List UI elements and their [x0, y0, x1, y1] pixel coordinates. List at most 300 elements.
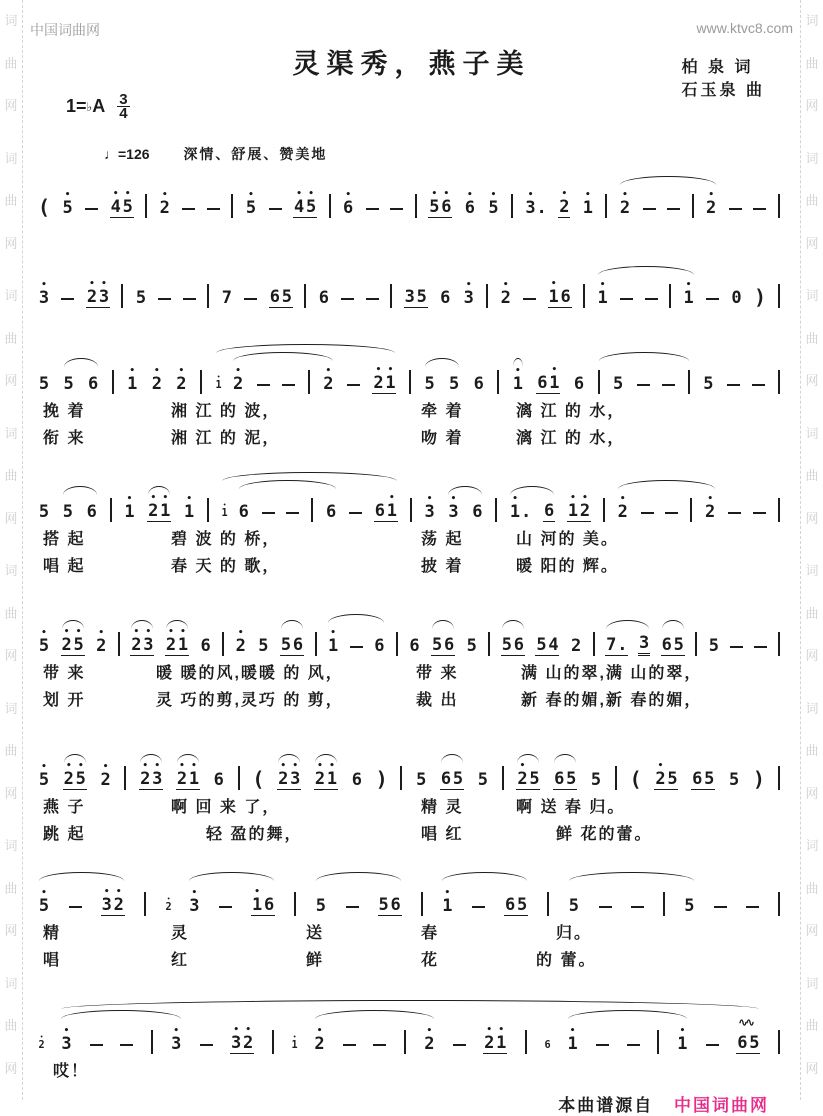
note [315, 890, 327, 916]
note-digit: 5 [424, 374, 435, 394]
note [683, 282, 695, 308]
note-digit: 6 [440, 769, 452, 789]
octave-dot: • [443, 189, 450, 199]
note [100, 764, 112, 790]
note-digit: 3 [463, 288, 474, 308]
watermark-char: 词 [4, 975, 18, 991]
note-digit: 5 [305, 197, 317, 217]
barline [404, 1030, 406, 1054]
note [683, 890, 695, 916]
barline [502, 766, 504, 790]
barline [495, 498, 497, 522]
page-header [30, 0, 793, 40]
music-system [38, 748, 780, 844]
note [471, 496, 483, 522]
note-digit: 2 [140, 769, 151, 789]
note-digit: 6 [88, 374, 99, 394]
watermark-char: 网 [4, 235, 18, 251]
watermark-char: 曲 [4, 193, 18, 209]
watermark-char: 词 [4, 13, 18, 29]
barline [615, 766, 617, 790]
barline [121, 284, 123, 308]
note [176, 763, 200, 790]
note-digit: 5 [749, 1033, 760, 1053]
note [372, 367, 396, 394]
lyric-word: 红 [171, 952, 190, 969]
note-digit: 1 [184, 502, 195, 522]
octave-dot: • [216, 374, 220, 381]
octave-dot: • [186, 494, 192, 504]
note-digit: 1 [597, 288, 608, 308]
parenthesis: ) [752, 767, 765, 791]
duration-dash [645, 298, 658, 300]
note-digit: 6 [238, 502, 249, 522]
note-digit: 2 [570, 636, 582, 656]
slur-arc [315, 754, 337, 763]
barline [486, 284, 488, 308]
octave-dot: • [116, 887, 122, 897]
note [536, 367, 560, 394]
note [151, 368, 163, 394]
duration-dash [349, 512, 362, 514]
barline [390, 284, 392, 308]
duration-dash [729, 208, 742, 210]
octave-dot: • [679, 1026, 686, 1036]
duration-dash [69, 906, 82, 908]
barline [778, 632, 780, 656]
notation-row [38, 1012, 780, 1054]
watermark-char: 词 [4, 700, 18, 716]
watermark-char: 曲 [4, 880, 18, 896]
lyric-word: 精 [43, 925, 62, 942]
octave-dot: • [150, 493, 156, 503]
watermark-char: 词 [805, 288, 819, 304]
octave-dot: • [375, 365, 382, 375]
note-digit: 2 [38, 1039, 45, 1051]
note [235, 630, 247, 656]
note-digit: 2 [705, 502, 716, 522]
octave-dot: • [561, 189, 568, 199]
note [676, 1028, 688, 1054]
octave-dot: • [519, 761, 526, 771]
note-digit: 6 [374, 501, 386, 521]
octave-dot: • [101, 279, 107, 289]
slur-arc [315, 1010, 434, 1019]
barline [409, 370, 411, 394]
lyric-word: 花 [421, 952, 440, 969]
slur-arc [606, 620, 649, 629]
note-digit: 6 [560, 287, 571, 307]
note-digit: 2 [619, 198, 631, 218]
octave-dot: • [426, 1026, 433, 1036]
note-digit: 2 [96, 636, 107, 656]
lyric-word: 披 着 [421, 558, 464, 575]
notation-row [38, 176, 780, 218]
note-digit: 1 [549, 373, 560, 393]
note [351, 764, 363, 790]
slur-arc [554, 754, 576, 763]
note-digit: 5 [135, 288, 147, 308]
note-digit: 5 [529, 769, 540, 789]
duration-dash [343, 1044, 356, 1046]
slur-arc [222, 472, 397, 481]
watermark-char: 曲 [4, 468, 18, 484]
slur-arc [64, 358, 98, 367]
barline [497, 370, 499, 394]
note [251, 889, 275, 916]
octave-dot: • [179, 761, 185, 771]
note-digit: 2 [159, 198, 170, 218]
note-digit: 5 [281, 287, 292, 307]
watermark-char: 词 [4, 838, 18, 854]
note [704, 496, 716, 522]
octave-dot: • [280, 761, 286, 771]
note-digit: 3 [152, 769, 163, 789]
trill-icon: ∿∿ [738, 1016, 753, 1029]
note [404, 281, 428, 308]
note-digit: 6 [292, 635, 304, 655]
watermark-char: 曲 [805, 468, 819, 484]
barline [238, 766, 240, 790]
barline [124, 766, 126, 790]
watermark-char: 曲 [4, 605, 18, 621]
barline [583, 284, 585, 308]
duration-dash [596, 1044, 609, 1046]
note [325, 496, 337, 522]
footer-brand: 中国词曲网 [674, 1096, 769, 1115]
octave-dot: • [41, 628, 47, 638]
slur-arc [61, 1010, 181, 1019]
quarter-note-icon: ♩ [104, 146, 118, 162]
watermark-char: 词 [805, 13, 819, 29]
watermark-char: 网 [805, 1060, 819, 1076]
note-digit: 4 [293, 197, 305, 217]
note-digit: 6 [343, 198, 354, 218]
note-digit: 3 [231, 1033, 242, 1053]
octave-dot: • [444, 888, 451, 898]
duration-dash [366, 298, 379, 300]
slur-arc [448, 486, 482, 495]
octave-dot: • [551, 365, 558, 375]
note-digit: 5 [612, 374, 624, 394]
octave-dot: • [325, 366, 332, 376]
lyric-word: 灵 [171, 925, 190, 942]
octave-dot: • [89, 279, 95, 289]
lyric-word: 归。 [556, 925, 593, 942]
note-digit: 1 [683, 288, 694, 308]
octave-dot: • [512, 494, 518, 504]
octave-dot: • [585, 190, 591, 200]
octave-dot: • [142, 761, 148, 771]
octave-dot: • [104, 887, 110, 897]
octave-dot: • [124, 189, 131, 199]
grace-note [291, 1035, 298, 1051]
note-digit: 5 [684, 896, 695, 916]
barline [603, 498, 605, 522]
note [424, 496, 436, 522]
octave-dot: • [191, 888, 198, 898]
barline [144, 892, 146, 916]
watermark-char: 网 [805, 235, 819, 251]
note [139, 763, 163, 790]
note-digit: 6 [440, 288, 451, 308]
note [245, 192, 257, 218]
note [500, 282, 512, 308]
note-digit: 2 [232, 374, 244, 394]
note-digit: 2 [63, 769, 74, 789]
barline [400, 766, 402, 790]
note [342, 192, 354, 218]
note-digit: 6 [513, 635, 524, 655]
site-url: www.ktvc8.com [696, 20, 793, 36]
note-digit: 6 [537, 373, 548, 393]
note [86, 281, 110, 308]
duration-dash [620, 298, 633, 300]
octave-dot: • [63, 1026, 70, 1036]
lyric-word: 啊 送 春 归。 [516, 799, 626, 816]
note [95, 630, 107, 656]
octave-dot: • [550, 279, 557, 289]
octave-dot: • [620, 494, 626, 504]
lyric-word: 漓 江 的 水， [516, 403, 626, 420]
lyric-word: 山 河的 美。 [516, 531, 619, 548]
music-system [38, 874, 780, 970]
barline [110, 498, 112, 522]
note-digit: 3 [290, 769, 301, 789]
watermark-char: 词 [805, 150, 819, 166]
octave-dot: • [387, 365, 394, 375]
slur-arc [177, 754, 199, 763]
watermark-char: 曲 [805, 1018, 819, 1034]
note-digit: 3 [38, 288, 50, 308]
octave-dot: • [238, 628, 244, 638]
note [617, 496, 629, 522]
note-digit: 2 [323, 374, 334, 394]
note-digit: 5 [416, 287, 427, 307]
duration-dash [472, 906, 485, 908]
note-digit: 5 [38, 896, 50, 916]
note-digit: 5 [38, 502, 50, 522]
notation-row [38, 266, 780, 308]
note-digit: 2 [706, 198, 717, 218]
slur-arc [328, 614, 384, 623]
note [516, 763, 540, 790]
note-digit: . [536, 198, 547, 218]
note-digit: 6 [390, 895, 401, 915]
lyric-word: 满 山的翠,满 山的翠， [521, 665, 703, 682]
note [441, 890, 453, 916]
grace-note [165, 897, 172, 913]
tempo-marking [104, 144, 793, 164]
lyric-word: 碧 波 的 桥， [171, 531, 281, 548]
note-digit: 5 [258, 636, 269, 656]
octave-dot: • [41, 888, 47, 898]
note-digit: 6 [374, 636, 385, 656]
watermark-char: 曲 [805, 880, 819, 896]
slur-arc [148, 486, 170, 495]
note-digit: 5 [568, 896, 579, 916]
watermark-char: 网 [805, 923, 819, 939]
music-system [38, 352, 780, 448]
note [573, 368, 585, 394]
note-digit: 1 [221, 507, 228, 519]
barline [272, 1030, 274, 1054]
note [702, 368, 714, 394]
note [463, 282, 475, 308]
watermark-char: 网 [4, 1060, 18, 1076]
lyric-word: 精 灵 [421, 799, 464, 816]
lyric-row [38, 683, 780, 710]
lyric-word: 春 [421, 925, 440, 942]
lyric-word: 搭 起 [43, 531, 86, 548]
duration-dash [746, 906, 759, 908]
note-digit: 6 [409, 636, 420, 656]
watermark-char: 词 [4, 563, 18, 579]
barline [151, 1030, 153, 1054]
octave-dot: • [292, 761, 298, 771]
note-digit: 2 [655, 769, 666, 789]
note [38, 282, 50, 308]
watermark-char: 网 [4, 98, 18, 114]
octave-dot: • [180, 627, 186, 637]
note-digit: 3 [424, 502, 435, 522]
octave-dot: • [316, 1026, 323, 1036]
note-digit: 5 [673, 635, 684, 655]
lyricist-credit: 柏 泉 词 [681, 59, 754, 76]
barline [304, 284, 306, 308]
lyric-row [38, 522, 780, 549]
footer-source-text: 本曲谱源自 [558, 1096, 654, 1115]
watermark-char: 曲 [805, 193, 819, 209]
lyric-word: 裁 出 [416, 692, 459, 709]
duration-dash [667, 208, 680, 210]
note-digit: 2 [278, 769, 289, 789]
note-digit: 5 [466, 636, 477, 656]
note [543, 495, 555, 522]
watermark-char: 曲 [805, 55, 819, 71]
note [147, 495, 171, 522]
grace-note [221, 503, 228, 519]
duration-dash [200, 1044, 213, 1046]
slur-arc [598, 266, 694, 275]
octave-dot: • [308, 189, 314, 199]
watermark-char: 网 [4, 373, 18, 389]
barline [118, 632, 120, 656]
watermark-char: 网 [805, 98, 819, 114]
octave-dot: • [162, 190, 168, 200]
note [327, 630, 339, 656]
duration-dash [347, 384, 360, 386]
notation-row [38, 874, 780, 916]
octave-dot: • [486, 1025, 492, 1035]
music-system [38, 1012, 780, 1081]
note [61, 629, 85, 656]
watermark-char: 词 [805, 975, 819, 991]
note [567, 495, 591, 522]
octave-dot: • [66, 761, 72, 771]
note-digit: 5 [728, 770, 740, 790]
octave-dot: • [235, 366, 241, 376]
note [661, 629, 685, 656]
octave-dot: • [502, 280, 509, 290]
note-digit: 1 [582, 198, 593, 218]
slur-arc [166, 620, 188, 629]
note [269, 281, 293, 308]
note-digit: 1 [326, 769, 338, 789]
parenthesis: ( [252, 767, 265, 791]
lyric-word: 鲜 花的蕾。 [556, 826, 653, 843]
lyric-word: 唱 [43, 952, 62, 969]
note [501, 629, 525, 656]
note [63, 763, 87, 790]
octave-dot: • [450, 494, 457, 504]
note [38, 630, 50, 656]
note [378, 889, 402, 916]
octave-dot: • [64, 190, 71, 200]
expression-text: 深情、舒展、赞美地 [183, 146, 328, 162]
note-digit: 6 [737, 1033, 748, 1053]
note-digit: 2 [176, 769, 188, 789]
note [582, 192, 594, 218]
lyric-row [38, 790, 780, 817]
duration-dash [728, 512, 741, 514]
note-digit: . [617, 635, 628, 655]
note [175, 368, 187, 394]
note-digit: 1 [496, 1033, 507, 1053]
note [38, 890, 50, 916]
note [448, 368, 460, 394]
octave-dot: • [570, 493, 576, 503]
slur-arc [39, 872, 124, 881]
note [423, 1028, 435, 1054]
duration-dash [61, 298, 74, 300]
note-digit: 3 [61, 1034, 72, 1054]
lyric-row [38, 549, 780, 576]
barline [308, 370, 310, 394]
watermark-char: 网 [805, 785, 819, 801]
octave-dot: • [126, 494, 133, 504]
note [424, 368, 436, 394]
slur-arc [599, 352, 689, 361]
note-digit: 5 [536, 635, 547, 655]
note-digit: 1 [567, 501, 579, 521]
parenthesis: ) [754, 285, 767, 309]
octave-dot: • [39, 1034, 44, 1041]
note-digit: 6 [692, 769, 703, 789]
octave-dot: • [78, 761, 84, 771]
song-title: 灵渠秀，燕子美 [292, 49, 531, 79]
note [431, 629, 455, 656]
note [293, 191, 317, 218]
note [101, 889, 125, 916]
note-digit: 5 [501, 635, 512, 655]
note [170, 1028, 182, 1054]
note-digit: 2 [148, 501, 159, 521]
note [415, 764, 427, 790]
note [558, 191, 570, 218]
watermark-char: 网 [4, 785, 18, 801]
watermark-char: 词 [805, 425, 819, 441]
barline [778, 284, 780, 308]
watermark-char: 曲 [4, 330, 18, 346]
note-digit: 2 [131, 635, 142, 655]
duration-dash [158, 298, 171, 300]
note-digit: 5 [378, 895, 389, 915]
note [38, 764, 50, 790]
note [159, 192, 171, 218]
note [691, 763, 715, 790]
watermark-column-right [800, 0, 823, 1100]
